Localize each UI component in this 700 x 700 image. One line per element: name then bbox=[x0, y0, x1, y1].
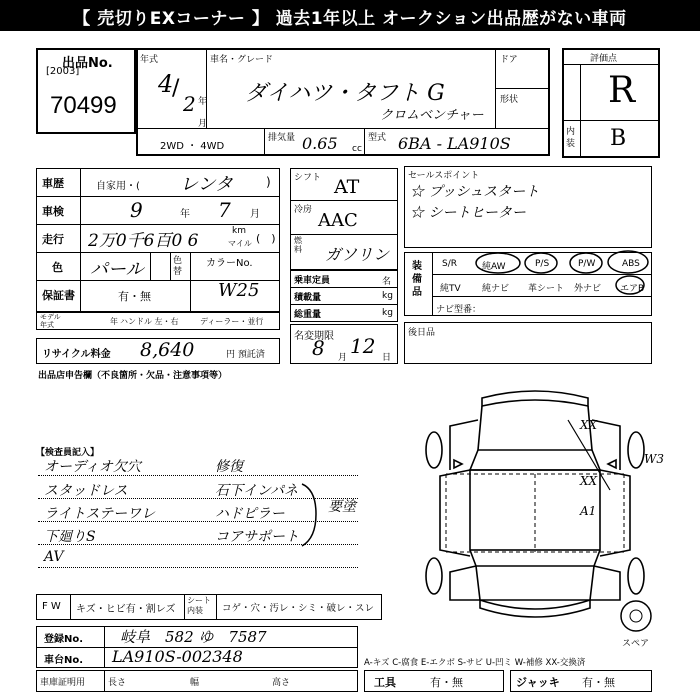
length-label: 長さ bbox=[108, 678, 127, 688]
sales-points-label: セールスポイント bbox=[408, 171, 480, 181]
later-label: 後日品 bbox=[408, 328, 436, 338]
equipment-circles bbox=[470, 250, 660, 298]
reg-label: 登録No. bbox=[44, 634, 84, 645]
seat-text: コゲ・穴・汚レ・シミ・破レ・スレ bbox=[222, 603, 375, 614]
equip-sr: S/R bbox=[442, 259, 457, 269]
tools-label: 工具 bbox=[374, 676, 396, 689]
fuel-label: 燃料 bbox=[294, 236, 302, 254]
chassis-value: LA910S-002348 bbox=[112, 647, 243, 666]
gross-unit: kg bbox=[382, 308, 393, 318]
model-year-unit: 年 bbox=[110, 317, 118, 326]
note-left: AV bbox=[44, 549, 64, 565]
diagram-mark: XX bbox=[580, 474, 598, 488]
cert-label: 車庫証明用 bbox=[40, 678, 86, 688]
month-unit: 月 bbox=[198, 119, 208, 129]
inspection-month-unit: 月 bbox=[250, 209, 260, 220]
year-value: 4 bbox=[158, 70, 174, 98]
door-label: ドア bbox=[500, 55, 518, 65]
equip-leather: 革シート bbox=[528, 284, 565, 294]
lot-year-tag: [2003] bbox=[46, 66, 80, 77]
header-title: 【 売切りEXコーナー 】 過去1年以上 オークション出品歴がない車両 bbox=[73, 9, 627, 29]
seller-remarks-label: 出品店申告欄（不良箇所・欠品・注意事項等） bbox=[38, 371, 228, 381]
fw-text: キズ・ヒビ有・割レズ bbox=[76, 604, 176, 615]
name-change-month: 8 bbox=[312, 336, 325, 360]
note-left: スタッドレス bbox=[44, 483, 128, 499]
equip-aw: 純AW bbox=[482, 262, 506, 272]
color-label: 色 bbox=[52, 261, 63, 274]
note-left: ライトステーワレ bbox=[44, 506, 156, 522]
mileage-label: 走行 bbox=[42, 233, 64, 246]
diagram-mark: XX bbox=[580, 418, 598, 432]
notes-bracket bbox=[298, 480, 328, 550]
lot-label: 出品No. bbox=[62, 56, 113, 71]
shift-value: AT bbox=[334, 176, 360, 198]
drive-label: 2WD ・ 4WD bbox=[160, 141, 225, 152]
color-change-label: 色替 bbox=[173, 256, 183, 277]
load-label: 積載量 bbox=[294, 293, 322, 303]
spare-tire-icon bbox=[618, 598, 654, 634]
recycle-value: 8,640 bbox=[140, 339, 195, 361]
bracket-note: 要塗 bbox=[328, 499, 356, 515]
displacement-label: 排気量 bbox=[268, 133, 296, 143]
tools-options: 有・無 bbox=[430, 676, 463, 689]
equip-tv: 純TV bbox=[440, 284, 461, 294]
mileage-unit-km: km bbox=[232, 226, 246, 236]
name-sub: クロムベンチャー bbox=[380, 108, 484, 123]
diagram-mark: A1 bbox=[580, 504, 597, 518]
capacity-label: 乗車定員 bbox=[294, 276, 331, 286]
mileage-unit-mile: マイル bbox=[228, 239, 252, 248]
usage-close: ) bbox=[266, 175, 271, 189]
jack-options: 有・無 bbox=[582, 676, 615, 689]
shift-label: シフト bbox=[294, 173, 322, 183]
warranty-options: 有・無 bbox=[118, 290, 151, 303]
warranty-label: 保証書 bbox=[42, 289, 75, 302]
displacement-unit: cc bbox=[352, 144, 362, 154]
note-right: コアサポート bbox=[215, 529, 299, 545]
name-value: ダイハツ・タフト G bbox=[245, 81, 445, 106]
capacity-unit: 名 bbox=[382, 277, 392, 287]
dealer-label: ディーラー・並行 bbox=[200, 317, 264, 326]
inspector-label: 【検査員記入】 bbox=[36, 448, 100, 458]
name-change-month-unit: 月 bbox=[338, 353, 348, 363]
navi-label: ナビ型番： bbox=[436, 305, 482, 315]
color-no-label: カラーNo. bbox=[206, 258, 253, 269]
note-right: ハドピラー bbox=[215, 506, 285, 522]
usage-value: レンタ bbox=[180, 174, 233, 195]
sales-point-item: ☆ プッシュスタート bbox=[410, 184, 540, 200]
month-value: 2 bbox=[183, 92, 196, 116]
note-left: オーディオ欠穴 bbox=[44, 459, 141, 475]
fw-label: F W bbox=[42, 601, 61, 612]
mileage-paren: ( ) bbox=[256, 232, 276, 245]
score-value: R bbox=[608, 70, 636, 111]
model-year-label: モデル年式 bbox=[40, 313, 61, 329]
sales-point-item: ☆ シートヒーター bbox=[410, 205, 526, 221]
mileage-value: 2万0千6百0 6 bbox=[88, 231, 199, 251]
chassis-label: 車台No. bbox=[44, 655, 84, 666]
color-no-value: W25 bbox=[218, 280, 260, 301]
color-value: パール bbox=[90, 259, 144, 280]
fuel-value: ガソリン bbox=[325, 245, 390, 264]
ac-label: 冷房 bbox=[294, 205, 313, 215]
inspection-month: 7 bbox=[218, 198, 231, 222]
interior-label: 内装 bbox=[566, 127, 576, 149]
equip-pw: P/W bbox=[578, 259, 596, 269]
shape-label: 形状 bbox=[500, 95, 519, 105]
usage-label: 車歴 bbox=[42, 177, 64, 190]
reg-value: 岐阜 582 ゆ 7587 bbox=[120, 628, 267, 646]
handle-label: ハンドル 左・右 bbox=[120, 317, 179, 326]
diagram-mark: W3 bbox=[644, 452, 664, 466]
recycle-label: リサイクル料金 bbox=[42, 349, 111, 360]
car-diagram bbox=[410, 380, 660, 630]
lot-number: 70499 bbox=[50, 92, 117, 119]
model-value: 6BA - LA910S bbox=[398, 134, 511, 153]
jack-label: ジャッキ bbox=[516, 676, 560, 689]
seat-label: シート内装 bbox=[187, 596, 211, 615]
width-label: 幅 bbox=[190, 678, 200, 688]
later-box bbox=[404, 322, 652, 364]
note-right: 修復 bbox=[215, 459, 243, 475]
note-left: 下廻りS bbox=[44, 529, 96, 545]
inspection-year: 9 bbox=[130, 198, 143, 222]
name-change-day: 12 bbox=[350, 334, 376, 358]
ac-value: AAC bbox=[318, 210, 358, 231]
name-label: 車名・グレード bbox=[210, 55, 274, 65]
equip-ps: P/S bbox=[535, 259, 550, 269]
spare-label: スペア bbox=[622, 639, 650, 649]
inspection-label: 車検 bbox=[42, 205, 64, 218]
equip-ext-navi: 外ナビ bbox=[574, 284, 602, 294]
equip-airbag: エアB bbox=[620, 284, 645, 294]
equip-navi: 純ナビ bbox=[482, 284, 510, 294]
equipment-label: 装備品 bbox=[412, 261, 422, 298]
year-label: 年式 bbox=[140, 55, 159, 65]
model-label: 型式 bbox=[368, 133, 387, 143]
damage-legend: A-キズ C-腐食 E-エクボ S-サビ U-凹ミ W-補修 XX-交換済 bbox=[364, 658, 586, 668]
load-unit: kg bbox=[382, 291, 393, 301]
usage-text: 自家用・( bbox=[96, 181, 140, 192]
height-label: 高さ bbox=[272, 678, 291, 688]
score-label: 評価点 bbox=[590, 54, 618, 64]
year-slash: / bbox=[172, 76, 180, 101]
recycle-unit: 円 預託済 bbox=[226, 350, 265, 360]
equip-abs: ABS bbox=[622, 259, 640, 269]
inspection-year-unit: 年 bbox=[180, 209, 190, 220]
note-right: 石下インパネ bbox=[215, 483, 299, 499]
name-change-label: 名変期限 bbox=[294, 331, 334, 342]
displacement-value: 0.65 bbox=[302, 134, 338, 153]
gross-label: 総重量 bbox=[294, 310, 322, 320]
name-change-day-unit: 日 bbox=[382, 353, 392, 363]
year-unit: 年 bbox=[198, 97, 208, 107]
interior-value: B bbox=[610, 126, 627, 151]
